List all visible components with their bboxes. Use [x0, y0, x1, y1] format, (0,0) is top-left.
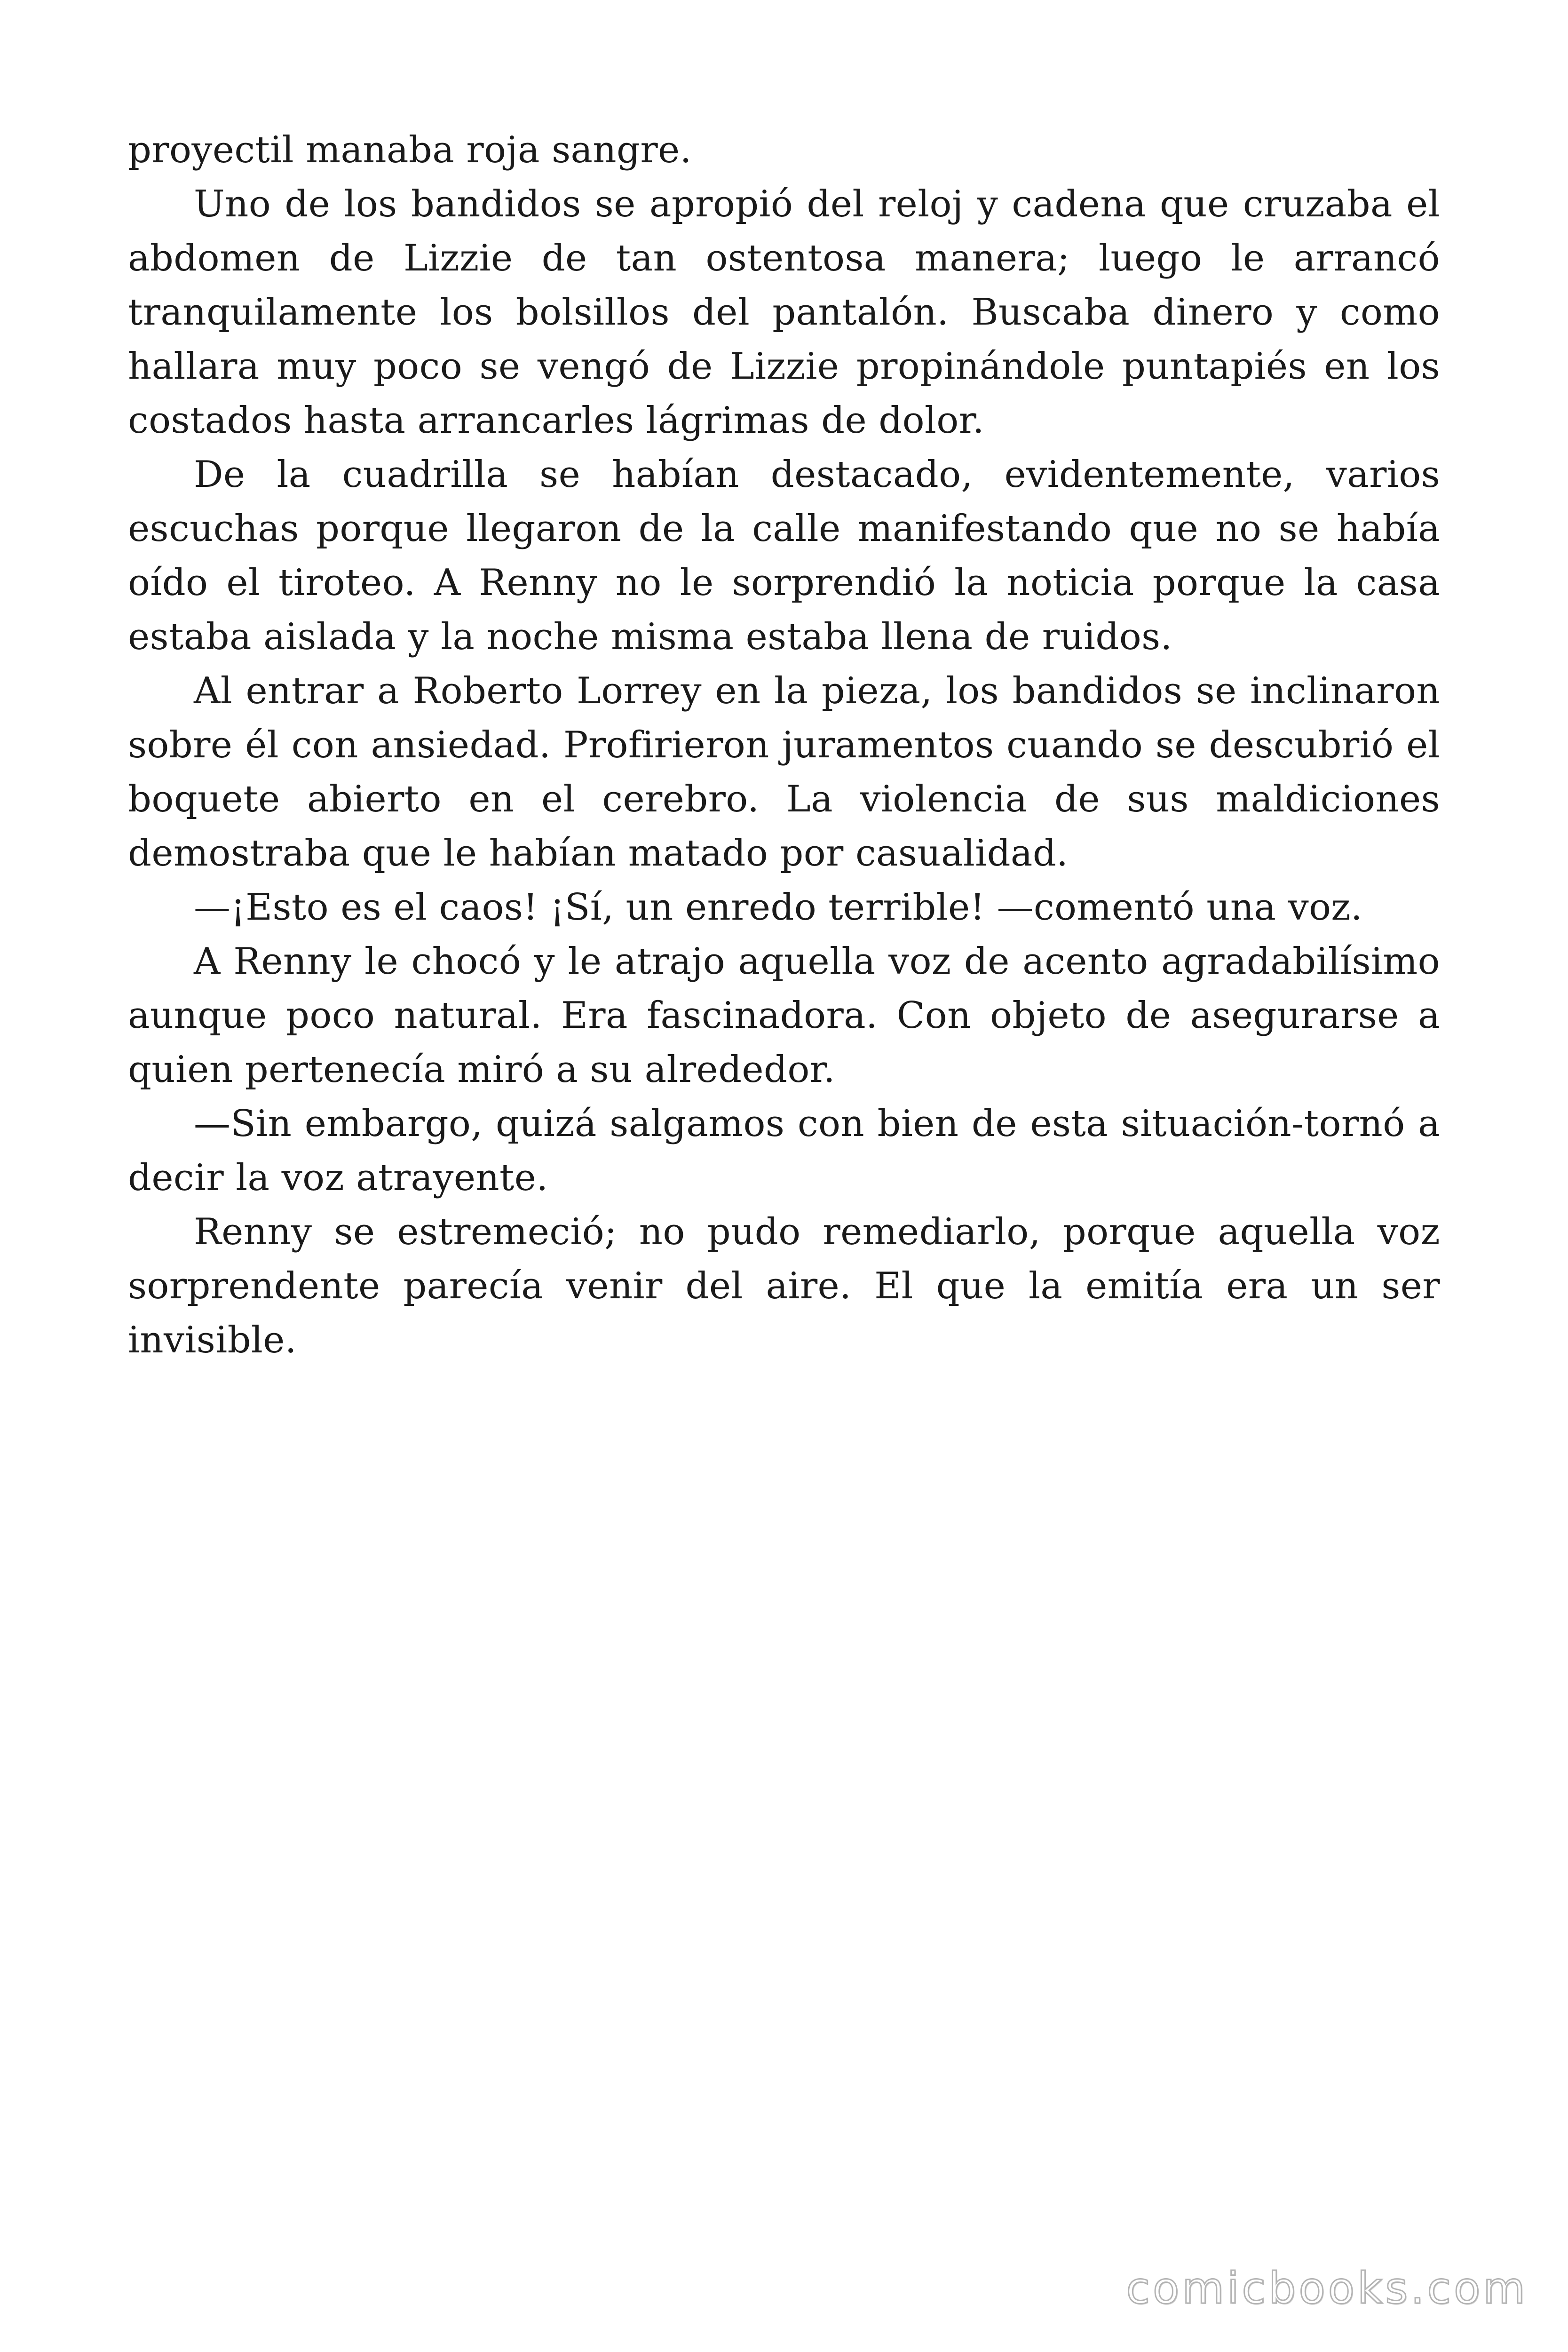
watermark: comicbooks.com	[1126, 2263, 1528, 2313]
paragraph: A Renny le chocó y le atrajo aquella voz de acento agradabilísimo aunque poco natural. Era fascinadora. Con objeto de asegurarse a quien pertenecía miró a su alrededor.	[128, 940, 1440, 1091]
paragraph-dialogue: —Sin embargo, quizá salgamos con bien de esta situación-tornó a decir la voz atrayente.	[128, 1103, 1440, 1199]
paragraph: De la cuadrilla se habían destacado, evidentemente, varios escuchas porque llegaron de la calle manifestando que no se había oído el tiroteo. A Renny no le sorprendió la noticia porque la casa estaba aislada y la noche misma estaba llena de ruidos.	[128, 453, 1440, 658]
paragraph-continuation: proyectil manaba roja sangre.	[128, 129, 692, 171]
page-text	[128, 123, 1440, 1367]
paragraph: Al entrar a Roberto Lorrey en la pieza, los bandidos se inclinaron sobre él con ansiedad. Profirieron juramentos cuando se descubrió el boquete abierto en el cerebro. La violencia de sus maldiciones demostraba que le habían matado por casualidad.	[128, 670, 1440, 874]
paragraph-dialogue: —¡Esto es el caos! ¡Sí, un enredo terrible! —comentó una voz.	[194, 886, 1363, 929]
paragraph: Renny se estremeció; no pudo remediarlo, porque aquella voz sorprendente parecía venir del aire. El que la emitía era un ser invisible.	[128, 1211, 1440, 1361]
paragraph: Uno de los bandidos se apropió del reloj y cadena que cruzaba el abdomen de Lizzie de tan ostentosa manera; luego le arrancó tranquilamente los bolsillos del pantalón. Buscaba dinero y como hallara muy poco se vengó de Lizzie propinándole puntapiés en los costados hasta arrancarles lágrimas de dolor.	[128, 183, 1440, 442]
